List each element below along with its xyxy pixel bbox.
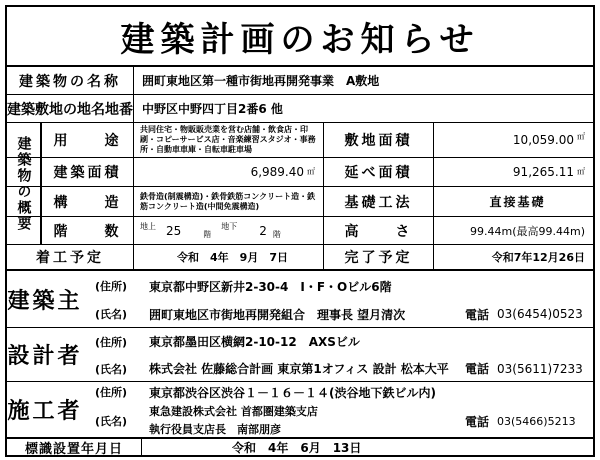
building-name-value: 囲町東地区第一種市街地再開発事業 A敷地 — [133, 67, 593, 94]
floor-area-unit: ㎡ — [577, 167, 585, 176]
builder-address: 東京都渋谷区渋谷１－１６－１４(渋谷地下鉄ビル内) — [149, 385, 436, 400]
floors-below: 2 — [259, 223, 267, 238]
floor-area-label: 延べ面積 — [323, 158, 433, 186]
floors-above-unit: 階 — [203, 230, 212, 239]
builder-tel — [457, 408, 593, 434]
builder-tel-number: 03(5466)5213 — [497, 414, 576, 428]
floor-area-number: 91,265.11 — [512, 165, 574, 179]
builder-name-tag: (氏名) — [94, 415, 128, 428]
owner-name: 囲町東地区市街地再開発組合 理事長 望月清次 — [149, 307, 406, 322]
owner-section — [7, 272, 593, 328]
schedule-row — [7, 245, 593, 271]
building-area-unit: ㎡ — [307, 167, 315, 176]
owner-label: 建築主 — [7, 289, 83, 314]
height-label: 高 さ — [323, 217, 433, 244]
designer-addr-tag: (住所) — [94, 335, 128, 349]
area-row — [7, 158, 593, 187]
builder-name-company: 東急建設株式会社 首都圏建築支店 — [149, 405, 318, 418]
building-area-number: 6,989.40 — [250, 165, 304, 179]
owner-name-tag: (氏名) — [94, 308, 128, 321]
posted-value: 令和 4年 6月 13日 — [141, 439, 593, 455]
floors-above: 25 — [166, 223, 182, 238]
designer-tel — [457, 355, 593, 382]
owner-address: 東京都中野区新井2-30-4 I・F・Oビル6階 — [149, 279, 392, 294]
builder-addr-tag: (住所) — [94, 386, 128, 399]
structure-row — [7, 187, 593, 217]
builder-label: 施工者 — [7, 399, 83, 424]
site-address-label: 建築敷地の地名地番 — [7, 101, 133, 118]
site-area-unit: ㎡ — [577, 132, 585, 141]
foundation-value: 直接基礎 — [433, 187, 593, 216]
height-value: 99.44m(最高99.44m) — [433, 217, 593, 244]
floors-below-unit: 階 — [272, 230, 281, 239]
owner-tel-label: 電話 — [465, 307, 490, 322]
floor-area-value — [433, 158, 593, 186]
designer-section — [7, 328, 593, 382]
use-row — [7, 123, 593, 158]
builder-tel-label: 電話 — [465, 414, 490, 429]
overview-label: 建築物の概要 — [7, 123, 41, 245]
building-name-label: 建築物の名称 — [19, 73, 121, 90]
builder-name-person: 執行役員支店長 南部朋彦 — [149, 423, 281, 436]
floors-row — [7, 217, 593, 245]
start-label: 着工予定 — [36, 250, 104, 266]
designer-label: 設計者 — [7, 344, 83, 369]
use-value: 共同住宅・物販販売業を営む店舗・飲食店・印刷・コピーサービス店・音楽練習スタジオ・事務所・自動車車庫・自転車駐車場 — [133, 123, 323, 157]
completion-label: 完了予定 — [323, 245, 433, 269]
designer-name: 株式会社 佐藤総合計画 東京第1オフィス 設計 松本大平 — [149, 362, 449, 376]
designer-address: 東京都墨田区横網2-10-12 AXSビル — [149, 335, 360, 349]
posted-row — [7, 438, 593, 455]
site-area-label: 敷地面積 — [323, 123, 433, 157]
floors-label: 階 数 — [41, 217, 133, 244]
floors-above-tag: 地上 — [140, 222, 156, 231]
notice-board — [5, 5, 595, 457]
owner-tel-number: 03(6454)0523 — [497, 307, 583, 321]
floors-value — [133, 217, 323, 244]
structure-label: 構 造 — [41, 187, 133, 216]
building-name-row — [7, 67, 593, 95]
designer-name-tag: (氏名) — [94, 362, 128, 376]
notice-title: 建築計画のお知らせ — [7, 7, 593, 67]
floors-below-tag: 地下 — [221, 222, 238, 231]
structure-value: 鉄骨造(制震構造)・鉄骨鉄筋コンクリート造・鉄筋コンクリート造(中間免震構造) — [133, 187, 323, 216]
builder-section — [7, 382, 593, 438]
site-area-number: 10,059.00 — [512, 133, 574, 147]
designer-tel-label: 電話 — [465, 362, 490, 376]
site-area-value — [433, 123, 593, 157]
completion-value: 令和7年12月26日 — [433, 245, 593, 269]
owner-tel — [457, 300, 593, 328]
start-value: 令和 4年 9月 7日 — [133, 245, 323, 269]
foundation-label: 基礎工法 — [323, 187, 433, 216]
building-area-label: 建築面積 — [41, 158, 133, 186]
posted-label: 標識設置年月日 — [24, 441, 123, 455]
site-address-row — [7, 95, 593, 123]
building-area-value — [133, 158, 323, 186]
use-label: 用 途 — [41, 123, 133, 157]
site-address-value: 中野区中野四丁目2番6 他 — [133, 95, 593, 122]
owner-addr-tag: (住所) — [94, 280, 128, 293]
designer-tel-number: 03(5611)7233 — [497, 361, 583, 376]
